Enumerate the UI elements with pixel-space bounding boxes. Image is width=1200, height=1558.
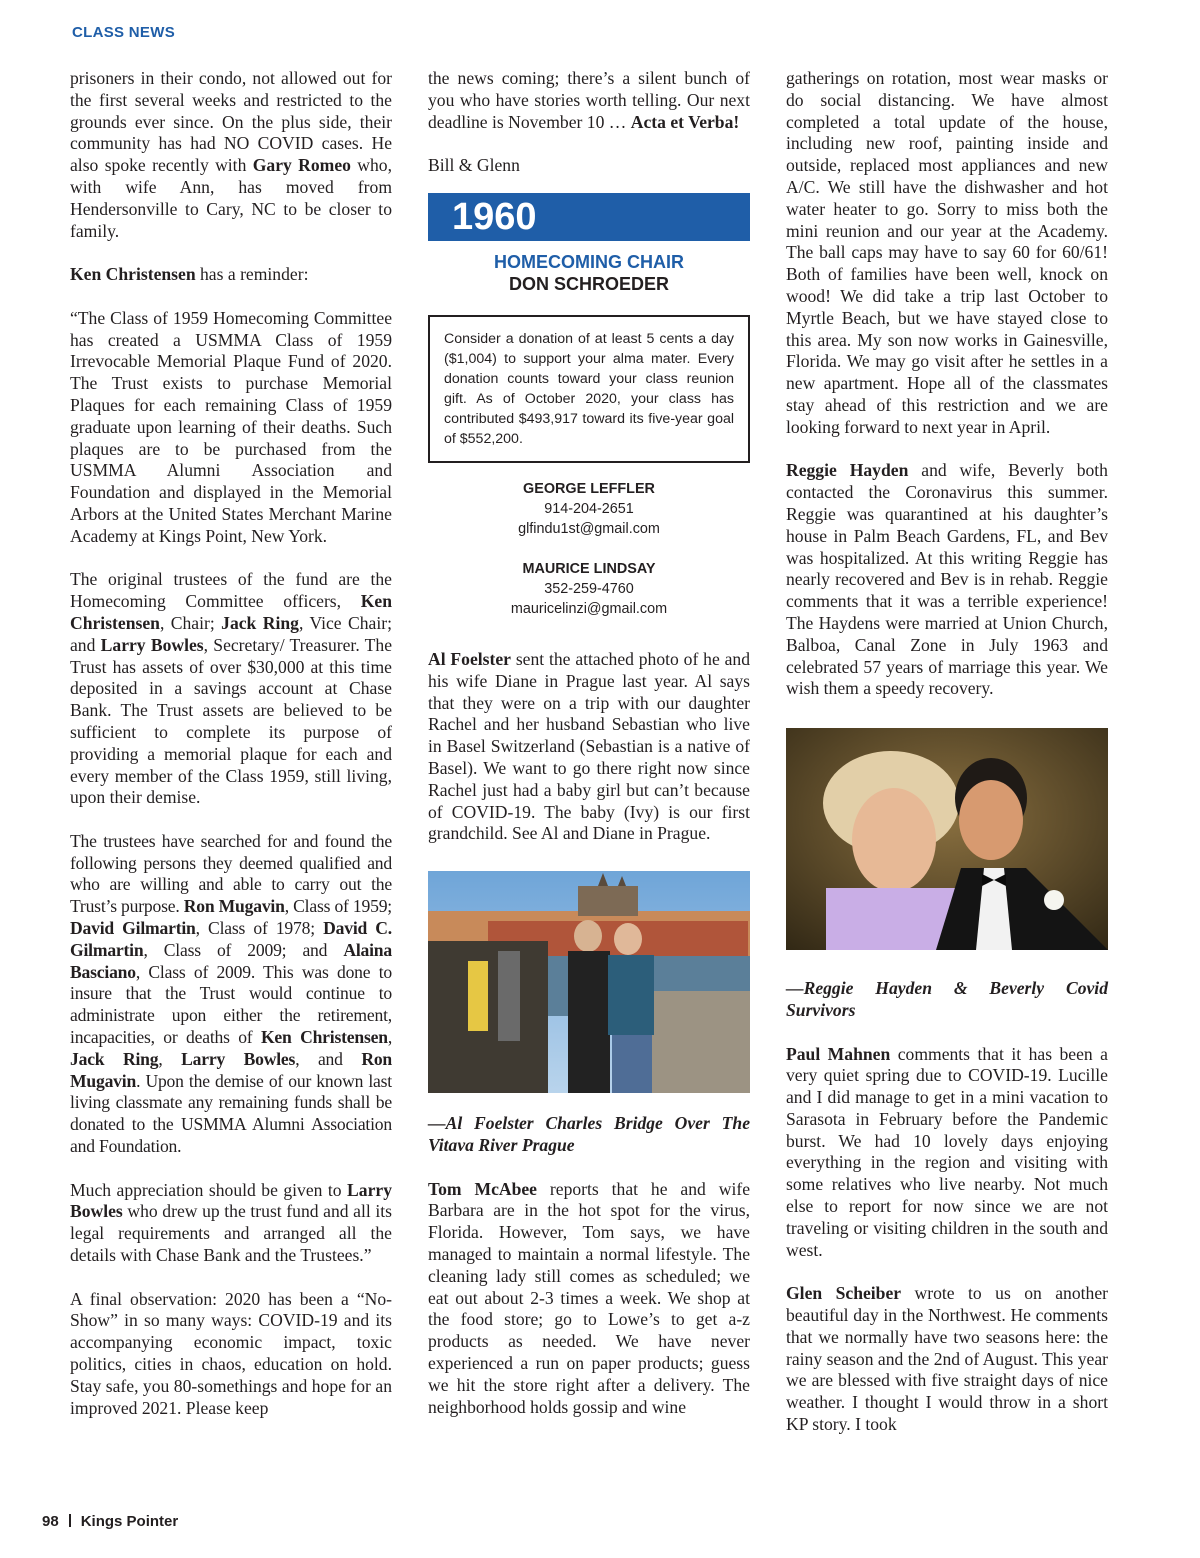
contact-email: mauricelinzi@gmail.com (510, 600, 668, 617)
text: comments that it has been a very quiet spring due to COVID-19. Lucille and I did manage to get in a mini vacation to Sarasota in February before the Pandemic burst. We had 10 lovely days enjoying everything in the region and visiting with some relatives who live nearby. Not much else to report for now since we are not traveling or visiting children in the south and west. (786, 1043, 1108, 1260)
contact-phone: 914-204-2651 (544, 500, 634, 517)
paragraph (70, 831, 392, 1158)
paragraph (70, 264, 392, 286)
paragraph: gatherings on rotation, most wear masks or do social distancing. We have almost completed a total update of the house, including new roof, painting inside and outside, replaced most appliances and new A/C. We still have the dishwasher and hot water heater to go. Sorry to miss both the mini reunion and our year at the Academy. The ball caps may have to say 60 for 60/61! Both of families have been well, knock on wood! We did take a trip last October to Myrtle Beach, but we have stayed close to this area. My son now works in Gainesville, Florida. We may go visit after he settles in a new apartment. Hope all of the classmates stay ahead of this restriction and we are looking forward to next year in April. (786, 68, 1108, 437)
photo-caption: —Reggie Hayden & Beverly Covid Survivors (786, 978, 1108, 1020)
person-name: Larry Bowles (70, 1179, 392, 1222)
text: , Chair; (159, 612, 222, 633)
donation-box: Consider a donation of at least 5 cents a day ($1,004) to support your alma mater. Every donation counts toward your class reunion gift. As of October 2020, your class has contributed $493,917 toward its five-year goal of $552,200. (428, 315, 750, 463)
person-name: Reggie Hayden (786, 460, 909, 481)
page-number: 98 (42, 1513, 59, 1530)
text: who, with wife Ann, has moved from Hendersonville to Cary, NC to be closer to family. (70, 155, 392, 241)
hayden-photo (786, 728, 1108, 950)
text: , and (295, 1048, 362, 1069)
text: . Upon the demise of our known last living classmate any remaining funds shall be donated to the USMMA Alumni Association and Foundation. (70, 1070, 392, 1157)
text: , Class of 2009; and (143, 939, 344, 960)
class-year-banner: 1960 (428, 193, 750, 241)
page-footer (42, 1513, 178, 1530)
text: , Class of 2009. This was done to insure that the Trust would continue to administrate upon either the retirement, incapacities, or deaths of (70, 961, 392, 1048)
paragraph (70, 68, 392, 242)
prague-photo-image (428, 871, 750, 1093)
text: the news coming; there’s a silent bunch of you who have stories worth telling. Our next deadline is November 10 … (428, 68, 750, 132)
text: reports that he and wife Barbara are in the hot spot for the virus, Florida. However, Tom says, we have managed to maintain a normal lifestyle. The cleaning lady still comes as scheduled; we eat out about 2-3 times a week. We shop at the food store; go to Lowe’s to get a-z products as needed. We have never experienced a run on paper products; guess we hit the store right after a delivery. The neighborhood holds gossip and wine (428, 1178, 750, 1417)
text: sent the attached photo of he and his wife Diane in Prague last year. Al says that they were on a trip with our daughter Rachel and her husband Sebastian who live in Basel Switzerland (Sebastian is a native of Basel). We want to go there right now since Rachel just had a baby girl but can’t because of COVID-19. The baby (Ivy) is our first grandchild. See Al and Diane in Prague. (428, 648, 750, 844)
paragraph (70, 1180, 392, 1267)
column-3 (786, 68, 1108, 1436)
prague-photo (428, 871, 750, 1093)
paragraph: A final observation: 2020 has been a “No-Show” in so many ways: COVID-19 and its accompanying economic impact, toxic politics, cities in chaos, education on hold. Stay safe, you 80-somethings and hope for an improved 2021. Please keep (70, 1288, 392, 1418)
publication-name: Kings Pointer (80, 1513, 179, 1530)
column-2 (428, 68, 750, 1418)
person-name: Gary Romeo (252, 155, 351, 176)
person-name: Tom McAbee (428, 1178, 537, 1199)
person-name: Ken Christensen (70, 264, 196, 285)
paragraph: “The Class of 1959 Homecoming Committee has created a USMMA Class of 1959 Irrevocable Memorial Plaque Fund of 2020. The Trust exists to purchase Memorial Plaques for each remaining Class of 1959 graduate upon learning of their deaths. Such plaques are to be purchased from the USMMA Alumni Association and Foundation and displayed in the Memorial Arbors at the United States Merchant Marine Academy at Kings Point, New York. (70, 307, 392, 546)
person-name: Ron Mugavin (70, 1048, 392, 1091)
person-name: Alaina Basciano (70, 939, 392, 982)
paragraph: Bill & Glenn (428, 155, 520, 176)
paragraph (428, 1179, 750, 1419)
paragraph (70, 569, 392, 809)
text: The trustees have searched for and found the following persons they deemed qualified and who are willing and able to carry out the Trust’s purpose. (70, 830, 392, 917)
text: has a reminder: (195, 264, 309, 285)
person-name: Al Foelster (428, 648, 511, 669)
person-name: Ron Mugavin (183, 896, 285, 917)
text: , Vice Chair; and (70, 612, 393, 655)
text: , Secretary/ Treasurer. The Trust has assets of over $30,000 at this time deposited in a savings account at Chase Bank. The Trust assets are believed to be sufficient to complete its purpose of providing a memorial plaque for each and every member of the Class 1959, still living, upon their demise. (70, 634, 392, 808)
homecoming-chair (428, 251, 750, 295)
person-name: Larry Bowles (100, 634, 204, 655)
contact-email: glfindu1st@gmail.com (518, 520, 660, 537)
person-name: Paul Mahnen (786, 1043, 891, 1064)
contact-name: MAURICE LINDSAY (522, 560, 656, 577)
paragraph (428, 649, 750, 845)
person-name: Glen Scheiber (786, 1283, 902, 1304)
person-name: Larry Bowles (181, 1048, 296, 1069)
text: Much appreciation should be given to (70, 1179, 348, 1200)
text: wrote to us on another beautiful day in the Northwest. He comments that we normally have two seasons here: the rainy season and the 2nd of August. This year we are blessed with five straight days of nice weather. I thought I would throw in a short KP story. I took (786, 1283, 1109, 1435)
text: , Class of 1978; (195, 918, 324, 939)
photo-caption: —Al Foelster Charles Bridge Over The Vitava River Prague (428, 1113, 750, 1155)
person-name: Jack Ring (70, 1048, 159, 1069)
text: , (387, 1027, 393, 1048)
person-name: David Gilmartin (70, 918, 196, 939)
contact-name: GEORGE LEFFLER (523, 480, 655, 497)
text: , (158, 1048, 182, 1069)
text: , Class of 1959; (284, 896, 392, 917)
paragraph (428, 68, 750, 133)
hayden-photo-image (786, 728, 1108, 950)
person-name: Jack Ring (221, 612, 299, 633)
paragraph (786, 460, 1108, 700)
text: The original trustees of the fund are the Homecoming Committee officers, (70, 569, 392, 612)
contact-george-leffler (428, 479, 750, 539)
footer-separator (69, 1514, 71, 1527)
section-label: CLASS NEWS (72, 24, 176, 41)
text: and wife, Beverly both contacted the Coronavirus this summer. Reggie was quarantined at his daughter’s house in Palm Beach Gardens, FL, and Bev was hospitalized. At this writing Reggie has nearly recovered and Bev is in rehab. Reggie comments that it was a terrible experience! The Haydens were married at Union Church, Balboa, Canal Zone in July 1963 and celebrated 57 years of marriage this year. We wish them a speedy recovery. (786, 460, 1108, 699)
paragraph (786, 1283, 1108, 1436)
paragraph (786, 1044, 1108, 1262)
column-1 (70, 68, 392, 1419)
person-name: David C. Gilmartin (70, 918, 393, 960)
person-name: Ken Christensen (70, 591, 392, 633)
sign-off-motto: Acta et Verba! (630, 111, 740, 132)
contact-phone: 352-259-4760 (544, 580, 634, 597)
person-name: Ken Christensen (260, 1027, 388, 1048)
text: prisoners in their condo, not allowed out for the first several weeks and restricted to the grounds ever since. On the plus side, their community has had NO COVID cases. He also spoke recently with (70, 68, 392, 176)
chair-role: HOMECOMING CHAIR (494, 251, 684, 272)
contact-maurice-lindsay (428, 559, 750, 619)
chair-name: DON SCHROEDER (508, 273, 669, 294)
text: who drew up the trust fund and all its legal requirements and arranged all the details with Chase Bank and the Trustees.” (70, 1201, 392, 1266)
